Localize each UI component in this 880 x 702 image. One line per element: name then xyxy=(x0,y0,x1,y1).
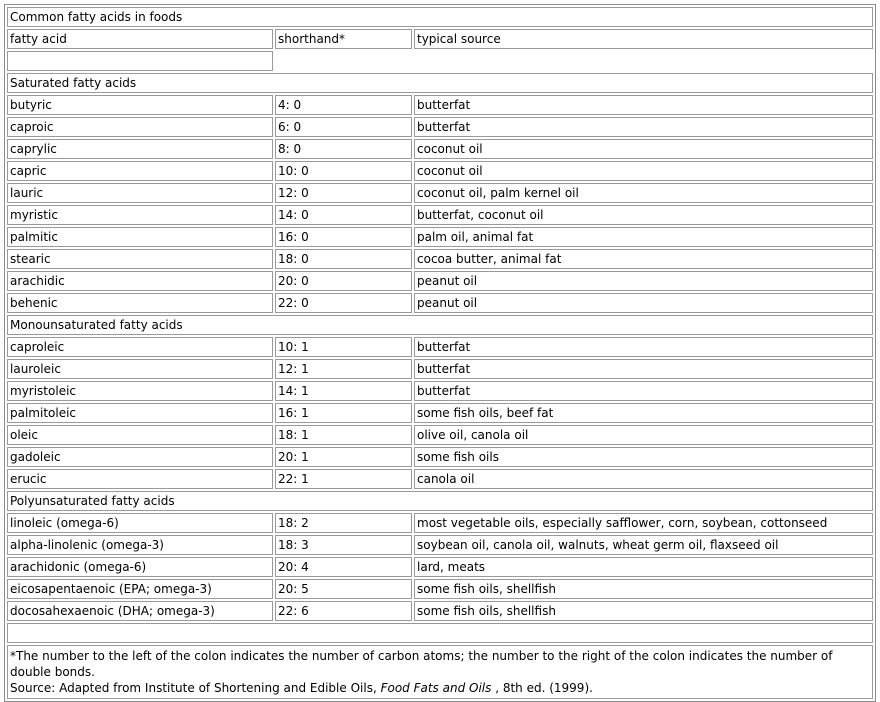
shorthand-cell: 22: 0 xyxy=(275,293,412,313)
group-row xyxy=(7,315,873,335)
source-cell: butterfat xyxy=(414,381,873,401)
shorthand-cell: 20: 1 xyxy=(275,447,412,467)
source-cell: some fish oils, shellfish xyxy=(414,579,873,599)
fatty-acid-cell: linoleic (omega-6) xyxy=(7,513,273,533)
spacer-cell xyxy=(7,51,273,71)
table-row xyxy=(7,271,873,291)
shorthand-cell: 20: 5 xyxy=(275,579,412,599)
shorthand-cell: 14: 0 xyxy=(275,205,412,225)
table-row xyxy=(7,601,873,621)
source-cell: butterfat xyxy=(414,337,873,357)
table-row xyxy=(7,337,873,357)
footnote: *The number to the left of the colon indicates the number of carbon atoms; the number to the right of the colon indicates the number of double bonds. xyxy=(10,649,833,679)
fatty-acid-cell: behenic xyxy=(7,293,273,313)
header-row xyxy=(7,29,873,49)
table-row xyxy=(7,359,873,379)
header-fatty-acid: fatty acid xyxy=(7,29,273,49)
group-heading: Saturated fatty acids xyxy=(7,73,873,93)
source-cell: coconut oil, palm kernel oil xyxy=(414,183,873,203)
source-cell: butterfat, coconut oil xyxy=(414,205,873,225)
table-row xyxy=(7,425,873,445)
title-row xyxy=(7,7,873,27)
group-heading: Polyunsaturated fatty acids xyxy=(7,491,873,511)
source-cell: some fish oils, beef fat xyxy=(414,403,873,423)
fatty-acid-cell: palmitoleic xyxy=(7,403,273,423)
header-typical-source: typical source xyxy=(414,29,873,49)
table-row xyxy=(7,535,873,555)
shorthand-cell: 22: 6 xyxy=(275,601,412,621)
source-prefix: Source: Adapted from Institute of Shortening and Edible Oils, xyxy=(10,681,381,695)
source-cell: some fish oils, shellfish xyxy=(414,601,873,621)
fatty-acid-cell: arachidonic (omega-6) xyxy=(7,557,273,577)
group-heading: Monounsaturated fatty acids xyxy=(7,315,873,335)
table-row xyxy=(7,205,873,225)
table-row xyxy=(7,579,873,599)
shorthand-cell: 22: 1 xyxy=(275,469,412,489)
table-row xyxy=(7,227,873,247)
table-row xyxy=(7,139,873,159)
fatty-acid-cell: lauroleic xyxy=(7,359,273,379)
source-cell: butterfat xyxy=(414,95,873,115)
source-suffix: , 8th ed. (1999). xyxy=(491,681,593,695)
shorthand-cell: 18: 2 xyxy=(275,513,412,533)
table-row xyxy=(7,183,873,203)
shorthand-cell: 12: 1 xyxy=(275,359,412,379)
shorthand-cell: 6: 0 xyxy=(275,117,412,137)
fatty-acid-cell: lauric xyxy=(7,183,273,203)
fatty-acid-cell: caproleic xyxy=(7,337,273,357)
shorthand-cell: 20: 0 xyxy=(275,271,412,291)
source-cell: butterfat xyxy=(414,359,873,379)
table-row xyxy=(7,161,873,181)
group-row xyxy=(7,73,873,93)
fatty-acid-cell: myristoleic xyxy=(7,381,273,401)
shorthand-cell: 18: 0 xyxy=(275,249,412,269)
fatty-acid-cell: stearic xyxy=(7,249,273,269)
fatty-acid-cell: arachidic xyxy=(7,271,273,291)
blank-cell xyxy=(7,623,873,643)
shorthand-cell: 8: 0 xyxy=(275,139,412,159)
table-row xyxy=(7,403,873,423)
table-row xyxy=(7,513,873,533)
fatty-acids-table xyxy=(4,4,876,702)
source-cell: peanut oil xyxy=(414,293,873,313)
table-row xyxy=(7,381,873,401)
fatty-acid-cell: erucic xyxy=(7,469,273,489)
shorthand-cell: 16: 0 xyxy=(275,227,412,247)
source-cell: butterfat xyxy=(414,117,873,137)
notes-cell xyxy=(7,645,873,699)
source-title: Food Fats and Oils xyxy=(380,681,492,695)
source-cell: palm oil, animal fat xyxy=(414,227,873,247)
shorthand-cell: 20: 4 xyxy=(275,557,412,577)
source-cell: soybean oil, canola oil, walnuts, wheat germ oil, flaxseed oil xyxy=(414,535,873,555)
source-cell: lard, meats xyxy=(414,557,873,577)
fatty-acid-cell: docosahexaenoic (DHA; omega-3) xyxy=(7,601,273,621)
fatty-acid-cell: eicosapentaenoic (EPA; omega-3) xyxy=(7,579,273,599)
source-cell: some fish oils xyxy=(414,447,873,467)
fatty-acid-cell: myristic xyxy=(7,205,273,225)
fatty-acid-cell: gadoleic xyxy=(7,447,273,467)
fatty-acid-cell: capric xyxy=(7,161,273,181)
page xyxy=(4,4,876,702)
source-cell: peanut oil xyxy=(414,271,873,291)
header-shorthand: shorthand* xyxy=(275,29,412,49)
table-row xyxy=(7,469,873,489)
fatty-acid-cell: caproic xyxy=(7,117,273,137)
source-cell: canola oil xyxy=(414,469,873,489)
table-title: Common fatty acids in foods xyxy=(7,7,873,27)
table-row xyxy=(7,95,873,115)
fatty-acid-cell: alpha-linolenic (omega-3) xyxy=(7,535,273,555)
source-cell: coconut oil xyxy=(414,161,873,181)
shorthand-cell: 14: 1 xyxy=(275,381,412,401)
group-row xyxy=(7,491,873,511)
fatty-acid-cell: oleic xyxy=(7,425,273,445)
shorthand-cell: 12: 0 xyxy=(275,183,412,203)
fatty-acid-cell: caprylic xyxy=(7,139,273,159)
blank-row xyxy=(7,623,873,643)
shorthand-cell: 4: 0 xyxy=(275,95,412,115)
table-row xyxy=(7,249,873,269)
table-row xyxy=(7,293,873,313)
fatty-acid-cell: palmitic xyxy=(7,227,273,247)
shorthand-cell: 16: 1 xyxy=(275,403,412,423)
table-row xyxy=(7,557,873,577)
table-row xyxy=(7,117,873,137)
spacer-blank xyxy=(275,51,873,71)
table-row xyxy=(7,447,873,467)
source-cell: olive oil, canola oil xyxy=(414,425,873,445)
table-body xyxy=(7,7,873,621)
source-cell: most vegetable oils, especially safflower, corn, soybean, cottonseed xyxy=(414,513,873,533)
note-row xyxy=(7,645,873,699)
fatty-acid-cell: butyric xyxy=(7,95,273,115)
shorthand-cell: 18: 3 xyxy=(275,535,412,555)
source-cell: coconut oil xyxy=(414,139,873,159)
shorthand-cell: 10: 0 xyxy=(275,161,412,181)
source-cell: cocoa butter, animal fat xyxy=(414,249,873,269)
shorthand-cell: 18: 1 xyxy=(275,425,412,445)
spacer-row xyxy=(7,51,873,71)
shorthand-cell: 10: 1 xyxy=(275,337,412,357)
